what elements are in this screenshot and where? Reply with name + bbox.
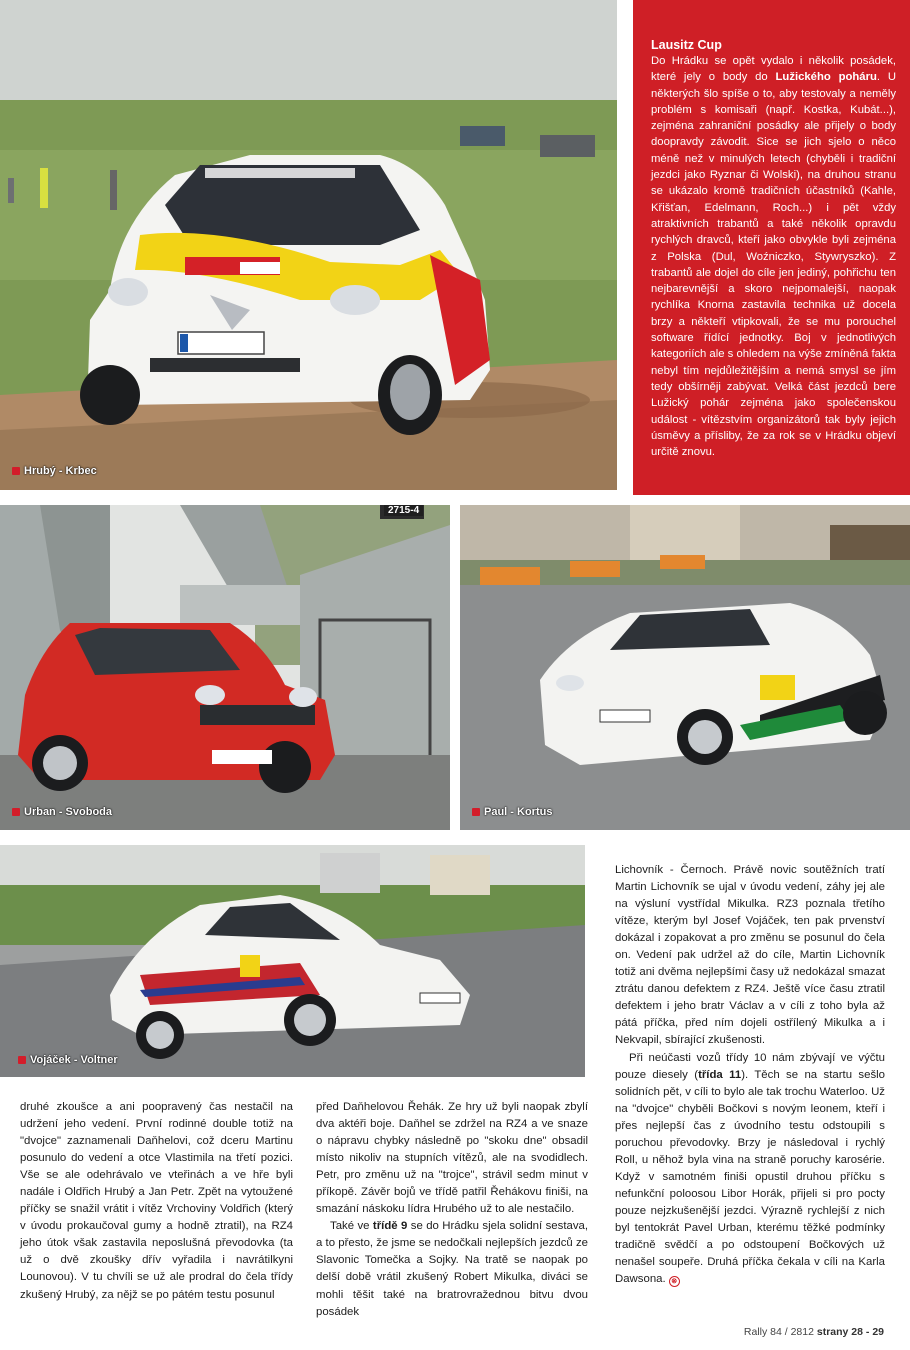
end-of-article-icon: ⊗ <box>669 1276 680 1287</box>
photo-caption: Hrubý - Krbec <box>12 465 97 477</box>
photo-urban-svoboda <box>0 505 450 830</box>
article-paragraph: druhé zkoušce a ani poopravený čas nestačil na udržení jeho vedení. První rodinné double totiž na "dvojce" zaznamenali Daňhelovi, což dceru Martinu posunulo do vedení a otce Vlastimila na třetí pozici. Vše se ale odehrávalo ve vteřinách a ve hře byli nadále i Oldřich Hrubý a Jan Petr. Zpět na vytoužené příčky se snažil vrátit i vítěz Vrchoviny Voldřich (který v úvodu prokaučoval gumy a hodně ztratil), na RZ4 jeho útok však zastavila neposlušná převodovka (ta už o dvě zkoušky dřív vyřadila i navrátilkyni Lounovou). V tu chvíli se už ale prodral do čela třídy zkušený Hrubý, za nějž se po pátém testu posunul <box>20 1101 293 1301</box>
lausitz-cup-sidebar <box>633 0 910 495</box>
photo-caption: Vojáček - Voltner <box>18 1054 118 1066</box>
caption-bullet-icon <box>18 1056 26 1064</box>
rally-car-civic-illustration <box>0 845 585 1077</box>
rally-car-fabia-red-illustration <box>0 505 450 830</box>
photo-paul-kortus <box>460 505 910 830</box>
photo-vojacek-voltner <box>0 845 585 1077</box>
page-numbers: strany 28 - 29 <box>816 1326 884 1338</box>
article-column-1 <box>20 1099 293 1304</box>
issue-label: Rally 84 / 2812 <box>743 1326 814 1338</box>
article-column-2 <box>316 1099 588 1321</box>
article-column-3 <box>615 862 885 1288</box>
sidebar-title: Lausitz Cup <box>651 38 722 52</box>
photo-hruby-krbec <box>0 0 617 490</box>
rally-car-fabia-white-illustration <box>460 505 910 830</box>
photo-caption: Paul - Kortus <box>472 806 552 818</box>
road-sign: 2715-4 <box>384 505 423 516</box>
article-paragraph: před Daňhelovou Řehák. Ze hry už byli naopak zbylí dva aktéři boje. Daňhel se zdržel na RZ4 a ve snaze o nápravu chybky následně po "skoku dne" obsadil místo nikoliv na stupních vítězů, ale na svodidlech. Petr, pro změnu už na "trojce", strávil sedm minut v příkopě. Závěr bojů ve třídě patřil Řehákovu finiši, na smazání náskoku lídra Hrubého už to ale nestačilo. <box>316 1101 588 1216</box>
photo-caption: Urban - Svoboda <box>12 806 112 818</box>
article-paragraph: Také ve třídě 9 se do Hrádku sjela solidní sestava, a to přesto, že jsme se nedočkali nejlepších jezdců ze Slavonic Tomečka a Sojky. Na tratě se naopak po delší době vrátil zkušený Robert Mikulka, diváci se mohli těšit také na bratrovražednou bitvu dvou posádek <box>316 1220 589 1318</box>
rally-car-clio-illustration <box>0 0 617 490</box>
caption-bullet-icon <box>12 467 20 475</box>
sidebar-text: Do Hrádku se opět vydalo i několik posádek, které jely o body do Lužického poháru. U některých šlo spíše o to, aby testovaly a neměly problém s komisaři (např. Kostka, Kubát...), zejména zahraniční posádky ale přijely o body doopravdy závodit. Sice se jich sjelo o něco méně než v minulých letech (chyběli i tradiční jezdci jako Ryznar či Wolski), na druhou stranu se ukázalo kromě tradičních účastníků (Kahle, Křišťan, Edelmann, Roch...) i pět vždy atraktivních trabantů a také několik opravdu rychlých dravců, kteří jako obvykle byli zejména z Polska (Dul, Woźniczko, Stywryszko). Z trabantů ale dojel do cíle jen jediný, pohřichu ten nejbarevnější a skoro nejpomalejší, naopak rychlíka Knorna zastavila technika už docela brzy a někteří vtipkovali, že se mu porouchel software řídící jednotky. Boj v jednotlivých kategoriích ale s ohledem na výše zmíněná fakta nebyl tím nejdůležitějším a nemá smysl se jím tedy obšírněji zabývat. Velká část jezdců bere Lužický pohár zejména jako společenskou událost - vítězstvím organizátorů tak byly jejich úsměvy a přísliby, že za rok se v Hrádku objeví určitě znovu. <box>651 55 896 459</box>
page-footer <box>744 1326 884 1338</box>
article-paragraph: Lichovník - Černoch. Právě novic soutěžních tratí Martin Lichovník se ujal v úvodu vedení, záhy jej ale na výsluní vystřídal Mikulka. RZ3 poznala třetího vítěze, kterým byl Josef Vojáček, ten pak prvenství dokázal i zopakovat a pro změnu se posunul do čela on. Vedení pak udržel až do cíle, Martin Lichovník totiž ani dvěma nejlepšími časy už nedokázal smazat ztrátu danou defektem z RZ4. Ještě více času ztratil defektem i jeho bratr Václav a v cíli z toho byla až pátá příčka, před ním dojeli ostřílený Mikulka a i Nekvapil, sbírající zkušenosti. <box>615 864 885 1047</box>
article-paragraph: Při neúčasti vozů třídy 10 nám zbývají ve výčtu pouze diesely (třída 11). Těch se na startu sešlo solidních pět, v cíli to bylo ale tak trochu Waterloo. Už na "dvojce" chyběli Bočkovi s novým leonem, kteří i přes nejlepší čas z úvodního testu odstoupili s poruchou převodovky. Brzy je následoval i rychlý Roll, u něhož byla vina na straně poruchy karosérie. Když v samotném finiši opustil druhou příčku s nefunkční poloosou Libor Horák, přijeli si pro pocty pouze nejzkušenější jezdci. Výrazně rychlejší z nich byl tentokrát Pavel Urban, kterému těžké podmínky tradičně svědčí a po odstoupení Bočkových už nenašel soupeře. Druhá příčka čekala v cíli na Karla Dawsona. ⊗ <box>615 1051 886 1286</box>
caption-bullet-icon <box>12 808 20 816</box>
caption-bullet-icon <box>472 808 480 816</box>
